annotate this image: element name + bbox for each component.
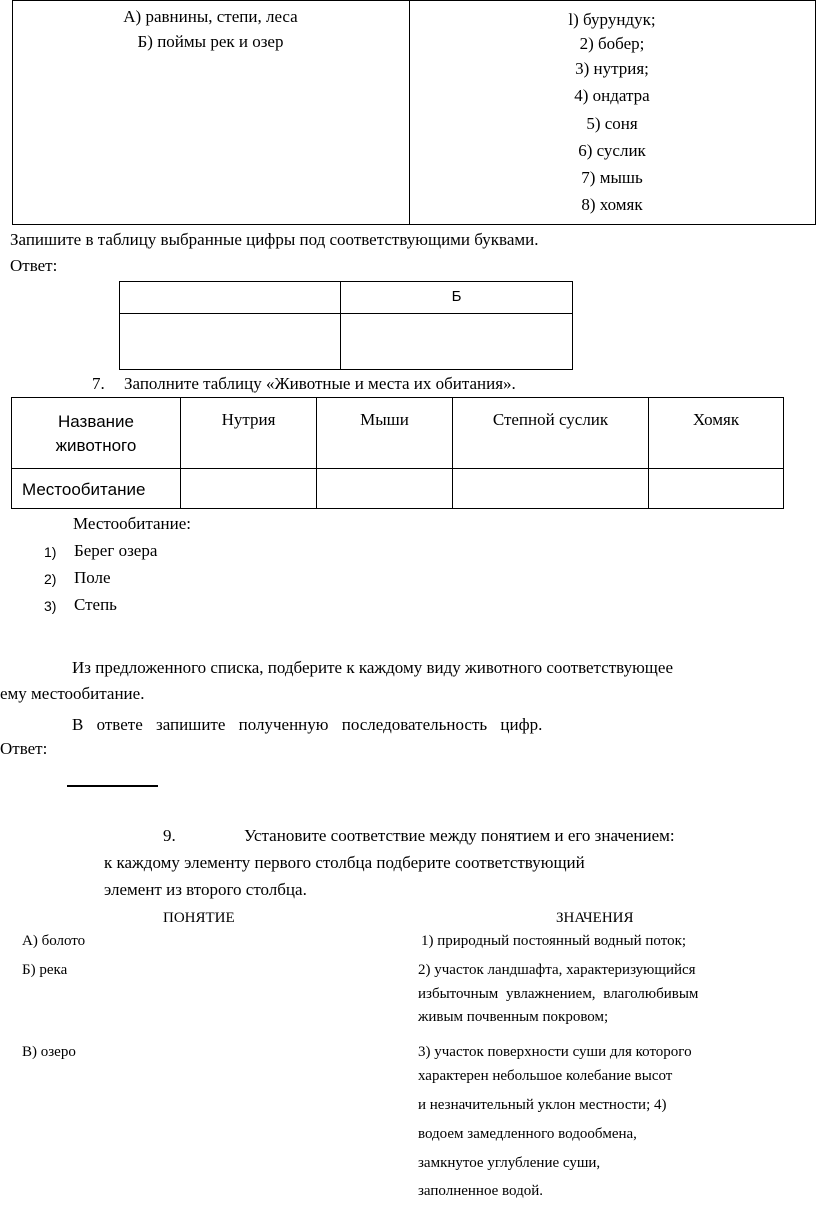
habitat-table-bottom — [11, 508, 784, 509]
habitat-cell[interactable] — [182, 470, 315, 507]
column-header-concept: ПОНЯТИЕ — [163, 910, 235, 926]
habitat-option: Степь — [74, 595, 117, 614]
task9-number: 9. — [163, 826, 176, 845]
habitat-option: Поле — [74, 568, 111, 587]
answer-label: Ответ: — [10, 256, 58, 275]
meaning-line: 1) природный постоянный водный поток; — [421, 933, 687, 949]
answer-header-b: Б — [451, 288, 462, 305]
meaning-line: заполненное водой. — [418, 1183, 543, 1199]
table-border-top — [12, 0, 816, 1]
animal-option: 7) мышь — [581, 168, 643, 187]
animal-option: 5) соня — [586, 114, 638, 133]
list-number: 3) — [44, 598, 57, 614]
animal-header: Нутрия — [221, 410, 276, 429]
answer-cell-b[interactable] — [342, 315, 571, 368]
meaning-line: и незначительный уклон местности; 4) — [418, 1097, 667, 1113]
habitat-table-right — [783, 397, 784, 509]
habitat-list-title: Местообитание: — [73, 514, 192, 533]
list-number: 1) — [44, 544, 57, 560]
task7-title: Заполните таблицу «Животные и места их обитания». — [124, 374, 516, 393]
instruction-text: Запишите в таблицу выбранные цифры под соответствующими буквами. — [10, 230, 539, 249]
animal-option: 3) нутрия; — [575, 59, 649, 78]
animal-option: 6) суслик — [578, 141, 646, 160]
animal-header: Степной суслик — [492, 410, 609, 429]
row-label-habitat: Местообитание — [22, 480, 146, 499]
answer-cell-a[interactable] — [121, 315, 339, 368]
animal-option: 2) бобер; — [579, 34, 645, 53]
animal-header: Мыши — [360, 410, 409, 429]
paragraph-line: ему местообитание. — [0, 684, 145, 703]
task9-line: к каждому элементу первого столбца подберите соответствующий — [104, 853, 585, 872]
habitat-table-mid — [11, 468, 784, 469]
column-header-meaning: ЗНАЧЕНИЯ — [556, 910, 634, 926]
task9-line: элемент из второго столбца. — [104, 880, 307, 899]
animal-header: Хомяк — [692, 410, 740, 429]
meaning-line: замкнутое углубление суши, — [418, 1155, 601, 1171]
answer-table-top — [119, 281, 573, 282]
meaning-line: избыточным увлажнением, влаголюбивым — [418, 986, 699, 1002]
meaning-line: живым почвенным покровом; — [418, 1009, 609, 1025]
paragraph-line: Из предложенного списка, подберите к каждому виду животного соответствующее — [72, 658, 673, 677]
habitat-cell[interactable] — [318, 470, 451, 507]
meaning-line: 2) участок ландшафта, характеризующийся — [418, 962, 696, 978]
answer-table-mid — [119, 313, 573, 314]
animal-option: 4) ондатра — [574, 86, 650, 105]
animal-option: l) бурундук; — [568, 10, 656, 29]
header-line: животного — [55, 436, 137, 455]
task7-number: 7. — [92, 374, 105, 393]
answer-table-left — [119, 281, 120, 370]
habitat-cell[interactable] — [454, 470, 647, 507]
answer-label: Ответ: — [0, 739, 48, 758]
list-number: 2) — [44, 571, 57, 587]
habitat-option: Берег озера — [74, 541, 158, 560]
habitat-cell[interactable] — [650, 470, 782, 507]
answer-table-right — [572, 281, 573, 370]
paragraph-line: В ответе запишите полученную последовательность цифр. — [72, 715, 543, 734]
concept-item: А) болото — [22, 933, 86, 949]
task9-line: Установите соответствие между понятием и его значением: — [244, 826, 675, 845]
concept-item: Б) река — [22, 962, 68, 978]
answer-underline[interactable] — [67, 785, 158, 787]
habitat-table-top — [11, 397, 784, 398]
meaning-line: 3) участок поверхности суши для которого — [418, 1044, 692, 1060]
meaning-line: водоем замедленного водообмена, — [418, 1126, 637, 1142]
meaning-line: характерен небольшое колебание высот — [418, 1068, 673, 1084]
concept-item: В) озеро — [22, 1044, 76, 1060]
header-line: Название — [58, 412, 134, 431]
animal-option: 8) хомяк — [581, 195, 643, 214]
category-a: А) равнины, степи, леса — [123, 7, 298, 26]
answer-table-bottom — [119, 369, 573, 370]
table-border-bottom — [12, 224, 816, 225]
header-animal-name — [12, 410, 180, 458]
category-b: Б) поймы рек и озер — [137, 32, 284, 51]
